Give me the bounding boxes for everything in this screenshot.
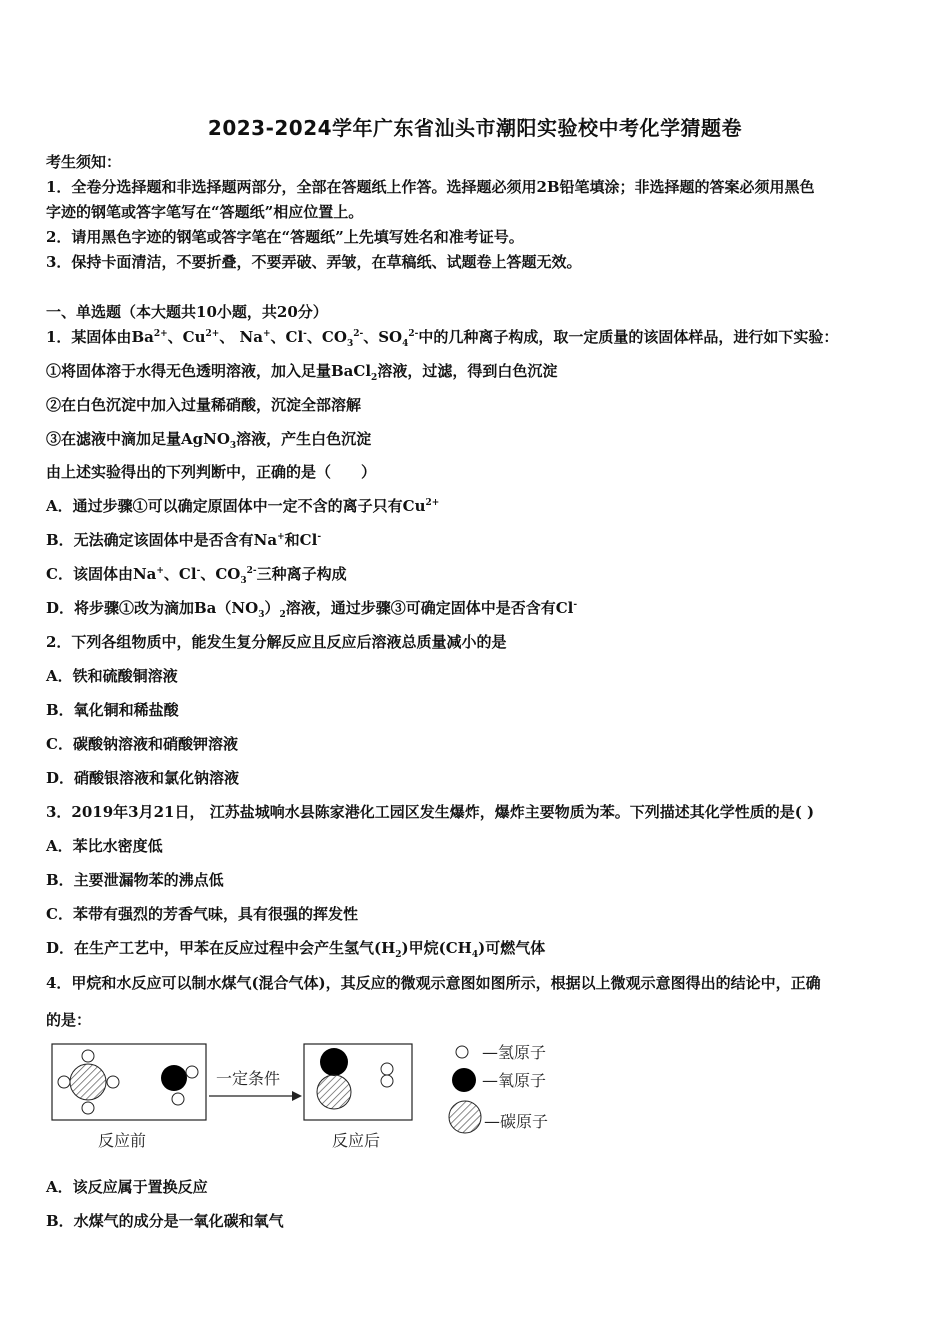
methane-molecule xyxy=(58,1050,119,1114)
question-3-option-b: B．主要泄漏物苯的沸点低 xyxy=(46,871,224,889)
question-4-option-a: A．该反应属于置换反应 xyxy=(46,1178,208,1196)
notice-heading: 考生须知： xyxy=(46,153,122,171)
question-1-option-b: B．无法确定该固体中是否含有Na+和Cl- xyxy=(46,531,322,549)
question-2-stem: 2．下列各组物质中，能发生复分解反应且反应后溶液总质量减小的是 xyxy=(46,633,507,651)
carbon-atom xyxy=(70,1064,106,1100)
question-2-option-a: A．铁和硫酸铜溶液 xyxy=(46,667,178,685)
reaction-diagram xyxy=(46,1040,576,1160)
before-label: 反应前 xyxy=(98,1131,147,1150)
question-1-option-d: D．将步骤①改为滴加$Ba(NO_3)_2$溶液，通过步骤③可确定固体中是否含有Cl- xyxy=(46,599,578,620)
notice-item: 字迹的钢笔或答字笔写在“答题纸”相应位置上。 xyxy=(46,203,364,221)
notice-item: 2．请用黑色字迹的钢笔或答字笔在“答题纸”上先填写姓名和准考证号。 xyxy=(46,228,524,246)
carbon-monoxide-molecule xyxy=(317,1048,351,1109)
reaction-condition: 一定条件 xyxy=(216,1069,281,1088)
section-heading: 一、单选题（本大题共10小题，共20分） xyxy=(46,303,328,321)
after-label: 反应后 xyxy=(332,1131,381,1150)
question-3-option-d: D．在生产工艺中，甲苯在反应过程中会产生氢气$(H_2)$甲烷$(CH_4)$可燃气体 xyxy=(46,939,546,960)
question-1-option-a: A．通过步骤①可以确定原固体中一定不含的离子只有$Cu^{2+}$ xyxy=(46,497,440,515)
legend-carbon-icon xyxy=(449,1101,481,1133)
question-2-option-c: C．碳酸钠溶液和硝酸钾溶液 xyxy=(46,735,238,753)
hydrogen-molecule xyxy=(381,1063,393,1087)
question-1-ask: 由上述实验得出的下列判断中，正确的是（ ） xyxy=(46,463,377,481)
hydrogen-atom xyxy=(381,1075,393,1087)
hydrogen-atom xyxy=(186,1066,198,1078)
hydrogen-atom xyxy=(82,1102,94,1114)
question-1-step-1: ①将固体溶于水得无色透明溶液，加入足量BaCl$_2$溶液，过滤，得到白色沉淀 xyxy=(46,362,558,383)
legend-oxygen-icon xyxy=(452,1068,476,1092)
question-4-stem: 4．甲烷和水反应可以制水煤气(混合气体)，其反应的微观示意图如图所示，根据以上微观示意图得出的结论中，正确 xyxy=(46,974,821,992)
water-molecule xyxy=(161,1065,198,1105)
question-1-option-c: C．该固体由Na+、Cl-、$CO_3^{2-}$三种离子构成 xyxy=(46,565,347,586)
question-1-step-3: ③在滤液中滴加足量AgNO$_3$溶液，产生白色沉淀 xyxy=(46,430,372,451)
carbon-atom xyxy=(317,1075,351,1109)
hydrogen-atom xyxy=(107,1076,119,1088)
oxygen-atom xyxy=(320,1048,348,1076)
legend-oxygen-label: —氧原子 xyxy=(482,1071,547,1090)
question-2-option-d: D．硝酸银溶液和氯化钠溶液 xyxy=(46,769,240,787)
question-1-step-2: ②在白色沉淀中加入过量稀硝酸，沉淀全部溶解 xyxy=(46,396,362,414)
question-3-stem: 3．2019年3月21日， 江苏盐城响水县陈家港化工园区发生爆炸，爆炸主要物质为苯。下列描述其化学性质的是( ) xyxy=(46,803,815,821)
question-1-stem: 1．某固体由$Ba^{2+}$、$Cu^{2+}$、 Na+、Cl-、$CO_3^{2-}$、$SO_4^{2-}$中的几种离子构成，取一定质量的该固体样品，进行如下实验： xyxy=(46,328,839,349)
page-title: 2023-2024学年广东省汕头市潮阳实验校中考化学猜题卷 xyxy=(207,116,743,140)
hydrogen-atom xyxy=(172,1093,184,1105)
hydrogen-atom xyxy=(381,1063,393,1075)
question-2-option-b: B．氧化铜和稀盐酸 xyxy=(46,701,179,719)
question-4-option-b: B．水煤气的成分是一氧化碳和氧气 xyxy=(46,1212,284,1230)
oxygen-atom xyxy=(161,1065,187,1091)
legend-carbon-label: —碳原子 xyxy=(484,1112,549,1131)
notice-item: 1．全卷分选择题和非选择题两部分，全部在答题纸上作答。选择题必须用2B铅笔填涂；非选择题的答案必须用黑色 xyxy=(46,178,815,196)
hydrogen-atom xyxy=(58,1076,70,1088)
question-3-option-c: C．苯带有强烈的芳香气味，具有很强的挥发性 xyxy=(46,905,358,923)
notice-item: 3．保持卡面清洁，不要折叠，不要弄破、弄皱，在草稿纸、试题卷上答题无效。 xyxy=(46,253,582,271)
legend-hydrogen-label: —氢原子 xyxy=(482,1043,547,1062)
question-3-option-a: A．苯比水密度低 xyxy=(46,837,163,855)
legend-hydrogen-icon xyxy=(456,1046,468,1058)
hydrogen-atom xyxy=(82,1050,94,1062)
question-4-stem-cont: 的是： xyxy=(46,1011,92,1029)
arrow-head-icon xyxy=(292,1091,302,1101)
